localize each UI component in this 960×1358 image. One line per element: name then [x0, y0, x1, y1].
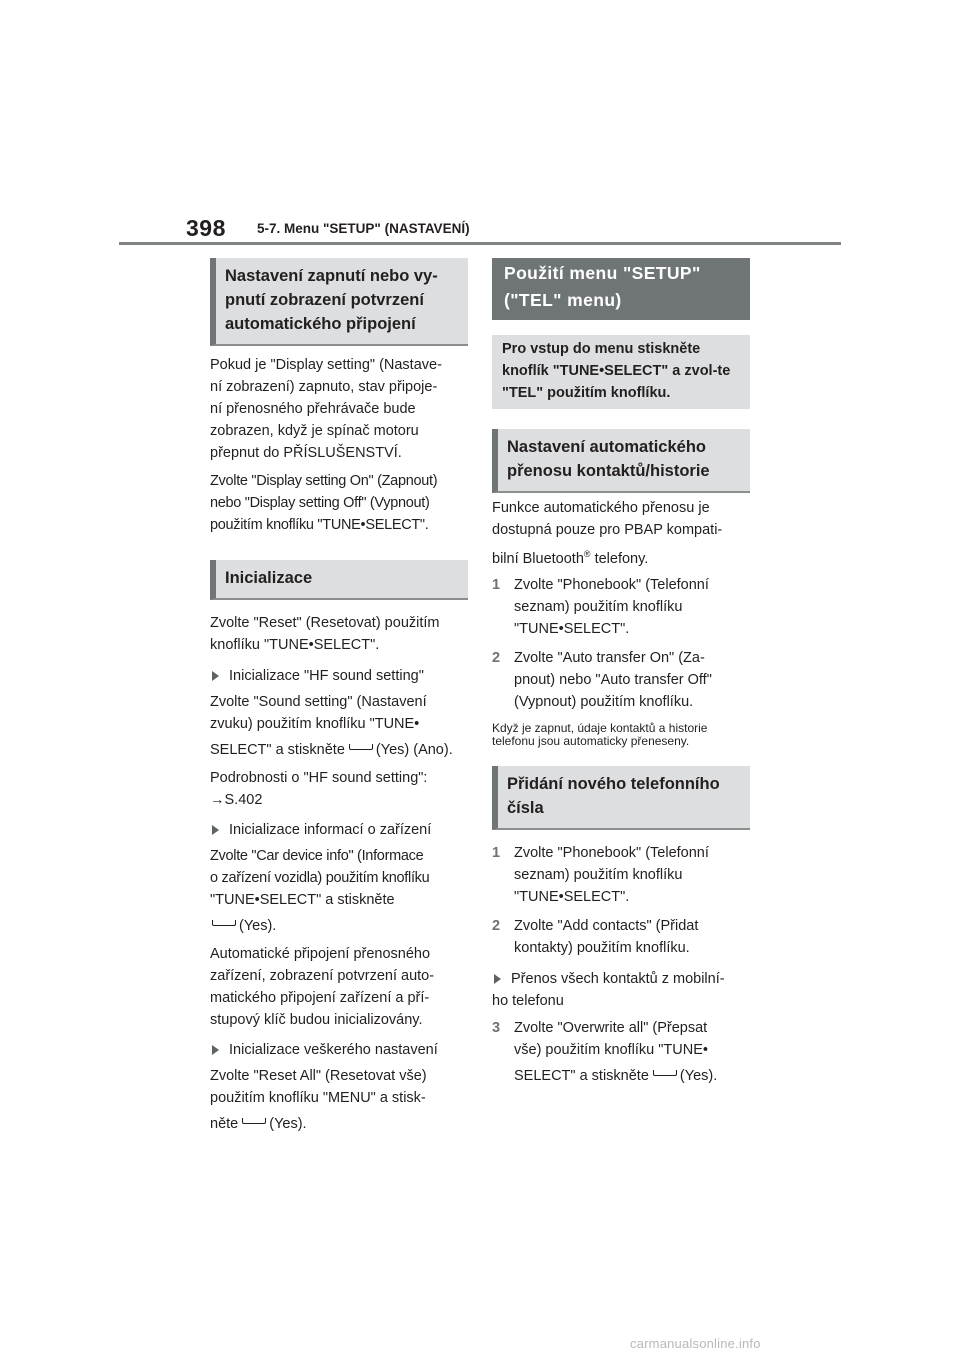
paragraph-line: Zvolte "Reset All" (Resetovat vše) — [210, 1068, 427, 1084]
registered-mark: ® — [583, 549, 591, 559]
step-number: 2 — [492, 917, 501, 934]
step-line: "TUNE•SELECT". — [514, 620, 630, 637]
paragraph-line: použitím knoflíku "TUNE•SELECT". — [210, 517, 429, 533]
paragraph-line — [492, 541, 750, 572]
step-number: 1 — [492, 576, 501, 593]
paragraph-line: nebo "Display setting Off" (Vypnout) — [210, 495, 430, 511]
text-segment: něte — [210, 1116, 239, 1132]
paragraph-line: dostupná pouze pro PBAP kompati- — [492, 522, 723, 538]
paragraph-line — [210, 915, 468, 937]
triangle-bullet-icon — [212, 671, 219, 681]
paragraph-line: zobrazen, když je spínač motoru — [210, 423, 419, 439]
paragraph-line: matického připojení zařízení a pří- — [210, 990, 430, 1006]
text-segment: (Yes) (Ano). — [375, 742, 453, 758]
step-line: vše) použitím knoflíku "TUNE• — [514, 1041, 708, 1058]
subheading-text: Inicializace "HF sound setting" — [229, 668, 424, 684]
step-line: Zvolte "Phonebook" (Telefonní — [514, 576, 709, 593]
text-segment: SELECT" a stiskněte — [514, 1067, 649, 1084]
subheading-hf-sound-setting — [210, 665, 468, 687]
step-number: 2 — [492, 649, 501, 666]
step-line — [514, 1065, 717, 1087]
paragraph-line: ní přenosného přehrávače bude — [210, 401, 416, 417]
step-line: (Vypnout) použitím knoflíku. — [514, 693, 694, 710]
paragraph-line: Pokud je "Display setting" (Nastave- — [210, 357, 442, 373]
subheading-device-info — [210, 819, 468, 841]
paragraph-line: zařízení, zobrazení potvrzení auto- — [210, 968, 435, 984]
step-line: Zvolte "Auto transfer On" (Za- — [514, 649, 705, 666]
triangle-bullet-icon — [212, 825, 219, 835]
section-heading-auto-connection-display: Nastavení zapnutí nebo vy-pnutí zobrazení potvrzení automatického připojení — [210, 258, 468, 346]
step-item — [492, 647, 750, 713]
page-number: 398 — [186, 215, 226, 241]
subheading-reset-all — [210, 1039, 468, 1061]
step-line: kontakty) použitím knoflíku. — [514, 939, 690, 956]
paragraph-line: Zvolte "Display setting On" (Zapnout) — [210, 473, 438, 489]
text-segment: bilní Bluetooth — [492, 550, 584, 567]
right-column — [492, 258, 750, 1087]
step-number: 1 — [492, 844, 501, 861]
paragraph-line: Podrobnosti o "HF sound setting": — [210, 770, 428, 786]
text-segment: (Yes). — [679, 1067, 718, 1084]
section-heading-auto-transfer: Nastavení automatického přenosu kontaktů/historie — [492, 429, 750, 493]
paragraph-line: použitím knoflíku "MENU" a stisk- — [210, 1090, 426, 1106]
text-segment: telefony. — [590, 550, 649, 567]
subheading-transfer-all-contacts — [492, 968, 750, 1012]
step-item — [492, 1017, 750, 1087]
text-segment: SELECT" a stiskněte — [210, 742, 345, 758]
paragraph-line: zvuku) použitím knoflíku "TUNE• — [210, 716, 420, 732]
paragraph-line: Automatické připojení přenosného — [210, 946, 431, 962]
section-heading-add-phone-number: Přidání nového telefonního čísla — [492, 766, 750, 830]
phone-button-icon — [242, 1118, 266, 1124]
step-line: Zvolte "Overwrite all" (Přepsat — [514, 1019, 708, 1036]
triangle-bullet-icon — [212, 1045, 219, 1055]
section-heading-setup-tel-menu: Použití menu "SETUP" ("TEL" menu) — [492, 258, 750, 320]
phone-button-icon — [349, 744, 373, 750]
paragraph-line: přepnut do PŘÍSLUŠENSTVÍ. — [210, 445, 402, 461]
paragraph-line: Zvolte "Reset" (Resetovat) použitím — [210, 615, 440, 631]
text-segment: (Yes). — [239, 918, 277, 934]
page-reference: →S.402 — [210, 792, 263, 808]
paragraph-line: ní zobrazení) zapnuto, stav připoje- — [210, 379, 438, 395]
paragraph-line: stupový klíč budou inicializovány. — [210, 1012, 423, 1028]
step-line: seznam) použitím knoflíku — [514, 866, 683, 883]
subheading-text: Inicializace veškerého nastavení — [229, 1042, 438, 1058]
step-line: "TUNE•SELECT". — [514, 888, 630, 905]
info-box: Pro vstup do menu stiskněte knoflík "TUNE•SELECT" a zvol-te "TEL" použitím knoflíku. — [492, 335, 750, 409]
watermark-footer: carmanualsonline.info — [630, 1336, 761, 1351]
paragraph-line: Zvolte "Sound setting" (Nastavení — [210, 694, 427, 710]
step-line: seznam) použitím knoflíku — [514, 598, 683, 615]
paragraph-line: Zvolte "Car device info" (Informace — [210, 848, 424, 864]
section-heading-initialization: Inicializace — [210, 560, 468, 600]
step-item — [492, 915, 750, 959]
phone-button-icon — [212, 920, 236, 926]
paragraph-line: knoflíku "TUNE•SELECT". — [210, 637, 380, 653]
phone-button-icon — [653, 1070, 677, 1076]
step-number: 3 — [492, 1019, 501, 1036]
paragraph-line: Funkce automatického přenosu je — [492, 500, 710, 516]
subheading-text: ho telefonu — [492, 992, 564, 1009]
text-segment: (Yes). — [269, 1116, 307, 1132]
subheading-text: Přenos všech kontaktů z mobilní- — [511, 970, 725, 987]
step-line: Zvolte "Add contacts" (Přidat — [514, 917, 699, 934]
paragraph-line — [210, 739, 468, 761]
step-item — [492, 574, 750, 640]
note-line: Když je zapnut, údaje kontaktů a historie — [492, 720, 708, 735]
note-line: telefonu jsou automaticky přeneseny. — [492, 733, 690, 748]
step-line: pnout) nebo "Auto transfer Off" — [514, 671, 712, 688]
subheading-text: Inicializace informací o zařízení — [229, 822, 432, 838]
left-column — [210, 258, 468, 1135]
header-divider — [119, 242, 841, 245]
paragraph-line: o zařízení vozidla) použitím knoflíku — [210, 870, 430, 886]
paragraph-line: "TUNE•SELECT" a stiskněte — [210, 892, 395, 908]
triangle-bullet-icon — [494, 974, 501, 984]
chapter-title: 5-7. Menu "SETUP" (NASTAVENÍ) — [257, 221, 470, 236]
step-line: Zvolte "Phonebook" (Telefonní — [514, 844, 709, 861]
paragraph-line — [210, 1113, 468, 1135]
step-item — [492, 842, 750, 908]
